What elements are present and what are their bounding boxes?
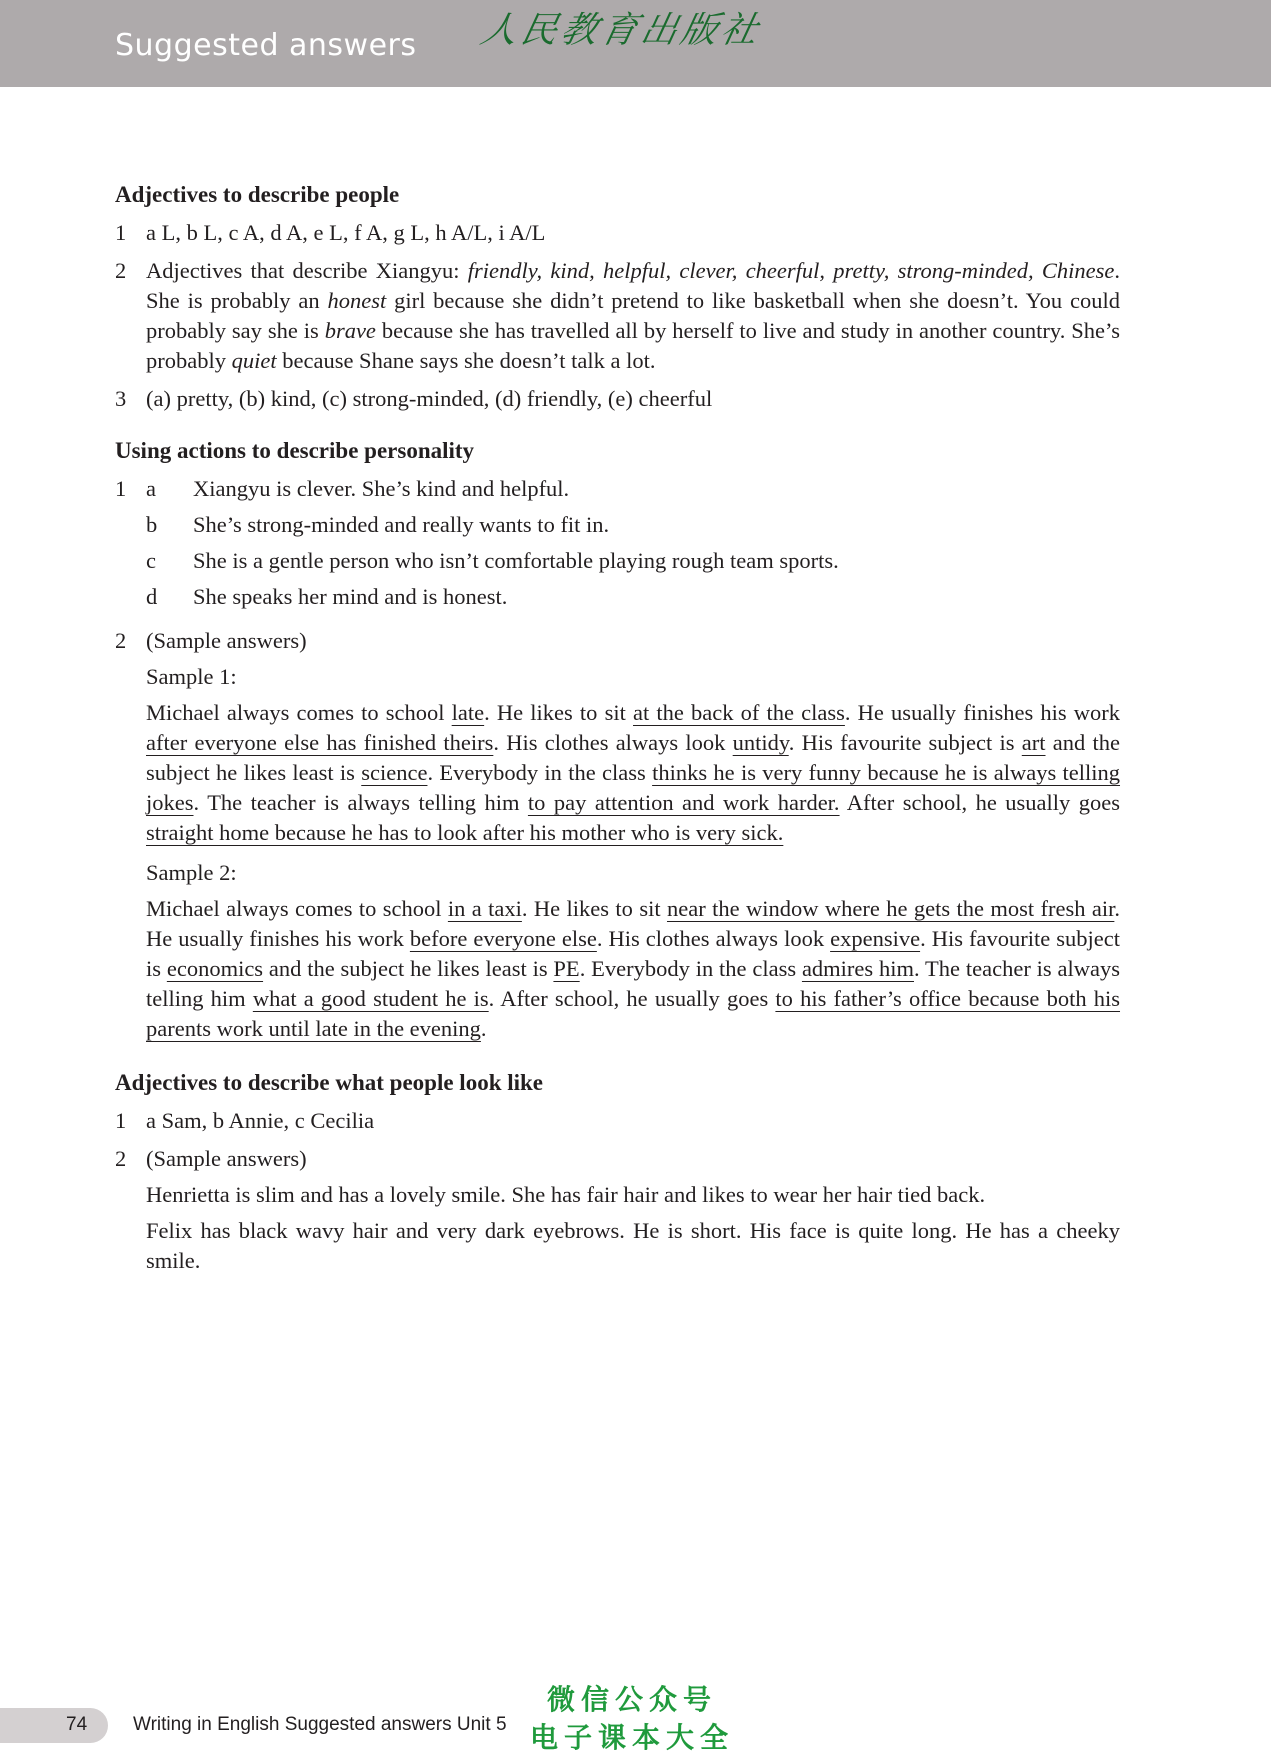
question-number: 2 — [115, 1146, 127, 1171]
page-number-tab — [0, 1708, 108, 1743]
header-bar — [0, 0, 1271, 87]
publisher-logo: 人民教育出版社 — [477, 10, 766, 51]
sample-answers — [146, 626, 1120, 1044]
list-item: a Xiangyu is clever. She’s kind and helpful. — [146, 476, 570, 501]
sample-answers-label: (Sample answers) — [146, 1146, 307, 1171]
footer-title: Writing in English Suggested answers Unit 5 — [133, 1714, 507, 1735]
sample-answer-felix: Felix has black wavy hair and very dark eyebrows. He is short. His face is quite long. He has a cheeky smile. — [146, 1218, 1120, 1273]
question-number: 1 — [115, 220, 127, 245]
question-number: 2 — [115, 628, 127, 653]
question-1 — [115, 218, 1120, 248]
section-heading-adjectives-people: Adjectives to describe people — [115, 182, 400, 207]
list-item: b She’s strong-minded and really wants to fit in. — [146, 512, 610, 537]
question-2 — [115, 1144, 1120, 1276]
page-number: 74 — [66, 1714, 88, 1735]
answer-paragraph: Adjectives that describe Xiangyu: friendly, kind, helpful, clever, cheerful, pretty, strong-minded, Chinese. She is probably an honest girl because she didn’t pretend to like basketball when she doesn’t. You could probably say she is brave because she has travelled all by herself to live and study in another country. She’s probably quiet because Shane says she doesn’t talk a lot. — [146, 258, 1121, 373]
question-number: 1 — [115, 1108, 127, 1133]
answer-text: a L, b L, c A, d A, e L, f A, g L, h A/L, i A/L — [146, 220, 546, 245]
header-title: Suggested answers — [115, 28, 417, 63]
question-2 — [115, 626, 1120, 1044]
answer-text: a Sam, b Annie, c Cecilia — [146, 1108, 375, 1133]
section-heading-appearance: Adjectives to describe what people look like — [115, 1070, 544, 1095]
content — [115, 180, 1120, 1276]
sample-2-paragraph: Michael always comes to school in a taxi. He likes to sit near the window where he gets the most fresh air. He usually finishes his work before everyone else. His clothes always look expensive. His favourite subject is economics and the subject he likes least is PE. Everybody in the class admires him. The teacher is always telling him what a good student he is. After school, he usually goes to his father’s office because both his parents work until late in the evening. — [146, 896, 1121, 1041]
question-3 — [115, 384, 1120, 414]
sample-2-label: Sample 2: — [146, 860, 237, 885]
list-item: c She is a gentle person who isn’t comfortable playing rough team sports. — [146, 548, 839, 573]
question-1 — [115, 474, 1120, 618]
watermark-line-2: 电子课本大全 — [530, 1721, 735, 1754]
question-1 — [115, 1106, 1120, 1136]
sample-answer-henrietta: Henrietta is slim and has a lovely smile. She has fair hair and likes to wear her hair tied back. — [146, 1182, 986, 1207]
answer-list — [146, 474, 1120, 618]
watermark-line-1: 微信公众号 — [547, 1683, 718, 1716]
answer-text: (a) pretty, (b) kind, (c) strong-minded, (d) friendly, (e) cheerful — [146, 386, 713, 411]
sample-answers-label: (Sample answers) — [146, 628, 307, 653]
question-number: 2 — [115, 258, 127, 283]
sample-1-paragraph: Michael always comes to school late. He likes to sit at the back of the class. He usually finishes his work after everyone else has finished theirs. His clothes always look untidy. His favourite subject is art and the subject he likes least is science. Everybody in the class thinks he is very funny because he is always telling jokes. The teacher is always telling him to pay attention and work harder. After school, he usually goes straight home because he has to look after his mother who is very sick. — [146, 700, 1121, 845]
question-number: 1 — [115, 476, 127, 501]
question-2 — [115, 256, 1120, 376]
sample-answers — [146, 1144, 1120, 1276]
section-heading-actions-personality: Using actions to describe personality — [115, 438, 475, 463]
adjective-list: friendly, kind, helpful, clever, cheerful, pretty, strong-minded, Chinese — [467, 258, 1115, 283]
question-number: 3 — [115, 386, 127, 411]
list-item: d She speaks her mind and is honest. — [146, 584, 508, 609]
sample-1-label: Sample 1: — [146, 664, 237, 689]
